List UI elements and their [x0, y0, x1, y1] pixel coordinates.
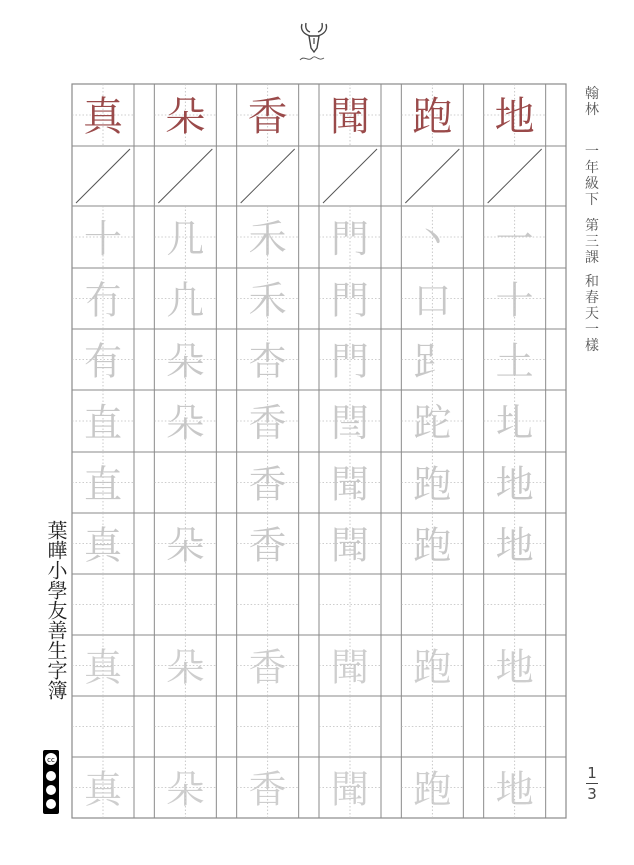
stroke-order-diagonal: [76, 149, 130, 203]
stroke-step-character: 跑: [413, 462, 452, 507]
trace-character: 跑: [413, 645, 452, 690]
stroke-order-diagonal: [158, 149, 212, 203]
lesson-info: [577, 86, 607, 354]
stroke-step-character: 凣: [166, 278, 205, 323]
stroke-step-character: 聞: [330, 523, 370, 568]
stroke-step-character: 直: [83, 401, 123, 445]
trace-character: 跑: [413, 767, 452, 812]
page-current: 1: [587, 764, 597, 782]
trace-character: 真: [83, 645, 123, 690]
workbook-title: 葉曄小學友善生字簿: [44, 520, 68, 700]
stroke-step-character: 香: [248, 401, 287, 445]
stroke-step-character: 跎: [413, 401, 452, 445]
trace-character: 地: [495, 767, 534, 812]
stroke-step-character: 土: [495, 339, 534, 384]
stroke-order-diagonal: [488, 149, 542, 203]
stroke-step-character: 禾: [248, 217, 287, 261]
stroke-step-character: 禾: [248, 278, 287, 323]
page-number: [578, 765, 606, 802]
grade-label: 一 年 級 下: [585, 144, 599, 208]
model-character: 真: [83, 94, 123, 140]
trace-character: 香: [248, 645, 287, 690]
stroke-order-diagonal: [405, 149, 459, 203]
stroke-step-character: 門: [330, 339, 370, 384]
trace-character: 真: [83, 767, 123, 812]
svg-text:cc: cc: [47, 756, 55, 764]
trace-character: 聞: [330, 767, 370, 812]
stroke-step-character: 朵: [166, 339, 205, 384]
stroke-step-character: 丶: [413, 217, 452, 261]
stroke-step-character: 門: [330, 217, 370, 261]
stroke-step-character: 跑: [413, 523, 452, 568]
stroke-step-character: 朵: [166, 401, 205, 445]
textbook-label: 翰 林: [585, 86, 599, 118]
trace-character: 朵: [166, 645, 205, 690]
deer-head-icon: [292, 20, 336, 64]
trace-character: 香: [248, 767, 287, 812]
stroke-step-character: 朵: [166, 523, 205, 568]
stroke-step-character: 口: [413, 278, 452, 323]
model-character: 朵: [165, 94, 206, 140]
stroke-order-diagonal: [323, 149, 377, 203]
stroke-step-character: 地: [495, 523, 534, 568]
stroke-step-character: 聞: [330, 462, 370, 507]
stroke-step-character: 几: [166, 217, 205, 261]
stroke-step-character: 杏: [248, 339, 287, 384]
stroke-step-character: 𧾷: [413, 339, 452, 384]
page-total: 3: [587, 785, 597, 803]
lesson-number: 第 三 課: [585, 218, 599, 266]
stroke-step-character: 門: [330, 278, 370, 323]
stroke-step-character: 冇: [83, 278, 123, 323]
cc-by-nc-sa-icon: [43, 750, 59, 814]
stroke-step-character: 一: [495, 217, 534, 261]
trace-character: 朵: [166, 767, 205, 812]
model-character: 地: [494, 94, 535, 140]
lesson-title: 和 春 天 一 樣: [585, 274, 599, 354]
stroke-step-character: 香: [248, 523, 287, 568]
stroke-step-character: 圠: [495, 401, 534, 445]
stroke-step-character: 香: [248, 462, 287, 507]
stroke-step-character: 十: [495, 278, 534, 323]
model-character: 跑: [412, 94, 453, 140]
stroke-step-character: 十: [83, 217, 123, 261]
stroke-step-character: 地: [495, 462, 534, 507]
trace-character: 地: [495, 645, 534, 690]
stroke-order-diagonal: [241, 149, 295, 203]
stroke-step-character: 有: [83, 339, 123, 384]
model-character: 聞: [330, 94, 370, 140]
trace-character: 聞: [330, 645, 370, 690]
stroke-step-character: 真: [83, 523, 123, 568]
stroke-step-character: 直: [83, 462, 123, 507]
stroke-step-character: 閆: [330, 401, 370, 445]
model-character: 香: [247, 94, 288, 140]
